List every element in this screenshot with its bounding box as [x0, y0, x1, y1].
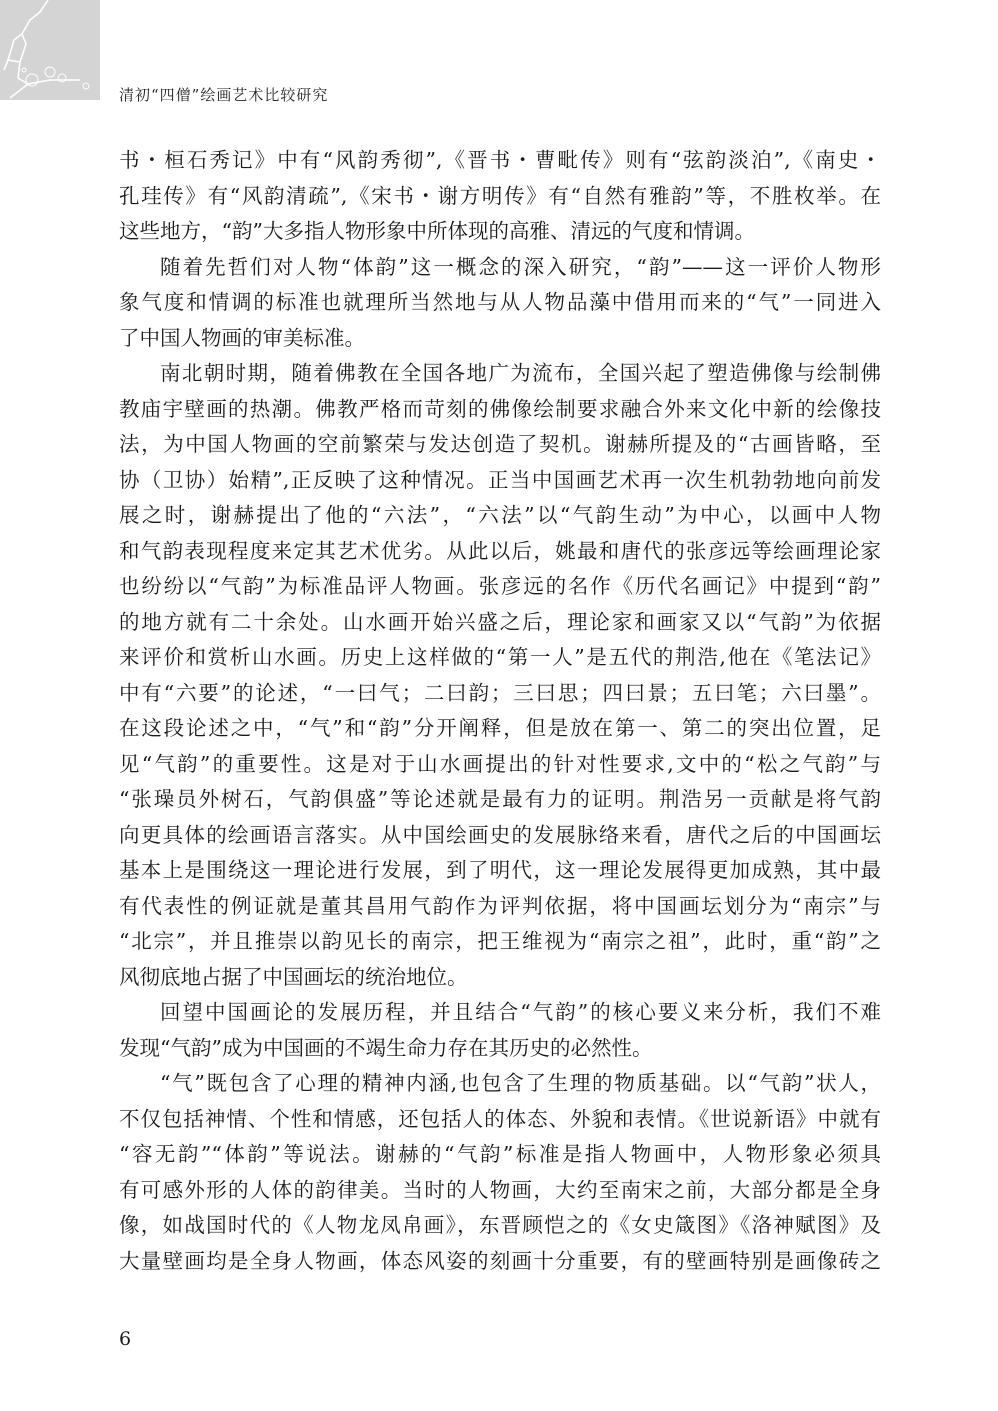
body-text: [119, 143, 881, 1279]
text-line: 风彻底地占据了中国画坛的统治地位。: [119, 964, 468, 989]
text-line: 不仅包括神情、个性和情感，还包括人的体态、外貌和表情。《世说新语》中就有: [119, 1106, 881, 1131]
text-line: 有可感外形的人体的韵律美。当时的人物画，大约至南宋之前，大部分都是全身: [119, 1177, 881, 1202]
text-line: 像，如战国时代的《人物龙凤帛画》，东晋顾恺之的《女史箴图》《洛神赋图》及: [119, 1213, 881, 1237]
text-line: 的地方就有二十余处。山水画开始兴盛之后，理论家和画家又以“气韵”为依据: [119, 609, 881, 634]
text-line: 孔珪传》有“风韵清疏”,《宋书・谢方明传》有“自然有雅韵”等，不胜枚举。在: [119, 183, 881, 208]
text-line: 有代表性的例证就是董其昌用气韵作为评判依据，将中国画坛划分为“南宗”与: [119, 893, 881, 918]
text-line: 随着先哲们对人物“体韵”这一概念的深入研究，“韵”——这一评价人物形: [160, 254, 881, 279]
text-line: 向更具体的绘画语言落实。从中国绘画史的发展脉络来看，唐代之后的中国画坛: [119, 822, 881, 847]
page-number: 6: [119, 1328, 132, 1350]
text-line: 南北朝时期，随着佛教在全国各地广为流布，全国兴起了塑造佛像与绘制佛: [160, 361, 881, 385]
text-line: 发现“气韵”成为中国画的不竭生命力存在其历史的必然性。: [119, 1035, 653, 1060]
text-line: 也纷纷以“气韵”为标准品评人物画。张彦远的名作《历代名画记》中提到“韵”: [119, 574, 881, 598]
text-line: 了中国人物画的审美标准。: [119, 325, 365, 350]
text-line: 中有“六要”的论述，“一曰气；二曰韵；三曰思；四曰景；五曰笔；六曰墨”。: [119, 680, 881, 705]
plum-blossom-decoration: [0, 0, 100, 100]
text-line: 法，为中国人物画的空前繁荣与发达创造了契机。谢赫所提及的“古画皆略，至: [119, 432, 881, 456]
text-line: 展之时，谢赫提出了他的“六法”，“六法”以“气韵生动”为中心，以画中人物: [119, 503, 881, 527]
running-head: 清初“四僧”绘画艺术比较研究: [119, 86, 329, 104]
text-line: 这些地方，“韵”大多指人物形象中所体现的高雅、清远的气度和情调。: [119, 219, 755, 243]
text-line: “北宗”，并且推崇以韵见长的南宗，把王维视为“南宗之祖”，此时，重“韵”之: [119, 929, 881, 953]
text-line: 象气度和情调的标准也就理所当然地与从人物品藻中借用而来的“气”一同进入: [119, 290, 881, 314]
text-line: 协（卫协）始精”,正反映了这种情况。正当中国画艺术再一次生机勃勃地向前发: [119, 467, 881, 492]
text-line: 在这段论述之中，“气”和“韵”分开阐释，但是放在第一、第二的突出位置，足: [119, 716, 881, 740]
text-line: 大量壁画均是全身人物画，体态风姿的刻画十分重要，有的壁画特别是画像砖之: [119, 1248, 881, 1273]
text-line: 书・桓石秀记》中有“风韵秀彻”,《晋书・曹毗传》则有“弦韵淡泊”,《南史・: [119, 148, 881, 172]
text-line: 见“气韵”的重要性。这是对于山水画提出的针对性要求,文中的“松之气韵”与: [119, 751, 881, 776]
text-line: 和气韵表现程度来定其艺术优劣。从此以后，姚最和唐代的张彦远等绘画理论家: [119, 538, 881, 563]
text-line: 回望中国画论的发展历程，并且结合“气韵”的核心要义来分析，我们不难: [160, 1000, 881, 1024]
text-line: “容无韵”“体韵”等说法。谢赫的“气韵”标准是指人物画中，人物形象必须具: [119, 1142, 881, 1166]
text-line: 来评价和赏析山水画。历史上这样做的“第一人”是五代的荆浩,他在《笔法记》: [119, 645, 881, 669]
text-line: 教庙宇壁画的热潮。佛教严格而苛刻的佛像绘制要求融合外来文化中新的绘像技: [119, 396, 881, 421]
text-line: 基本上是围绕这一理论进行发展，到了明代，这一理论发展得更加成熟，其中最: [119, 858, 881, 882]
text-line: “张璪员外树石，气韵俱盛”等论述就是最有力的证明。荆浩另一贡献是将气韵: [119, 787, 881, 811]
plum-branch-icon: [0, 0, 100, 100]
text-line: “气”既包含了心理的精神内涵,也包含了生理的物质基础。以“气韵”状人，: [160, 1071, 881, 1095]
